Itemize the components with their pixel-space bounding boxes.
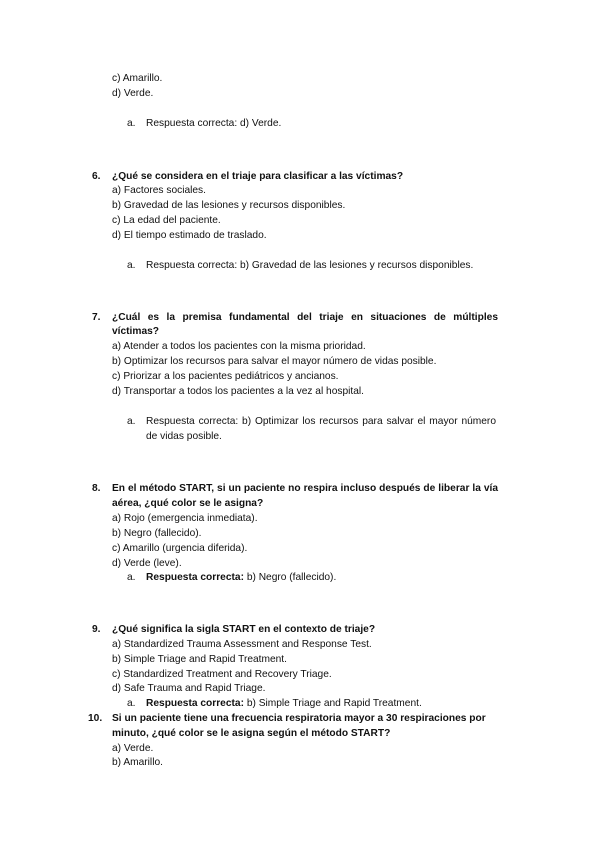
q6-option-c: c) La edad del paciente. <box>112 215 221 226</box>
q6-answer: Respuesta correcta: b) Gravedad de las lesiones y recursos disponibles. <box>146 260 474 271</box>
q10-number: 10. <box>88 713 103 724</box>
q7-number: 7. <box>92 312 101 323</box>
q9-answer <box>146 697 422 710</box>
q8-option-a: a) Rojo (emergencia inmediata). <box>112 513 258 524</box>
q6-question: ¿Qué se considera en el triaje para clasificar a las víctimas? <box>112 171 404 182</box>
q9-question: ¿Qué significa la sigla START en el contexto de triaje? <box>112 624 376 635</box>
q5-answer: Respuesta correcta: d) Verde. <box>146 118 282 129</box>
q9-option-b: b) Simple Triage and Rapid Treatment. <box>112 654 287 665</box>
q6-option-d: d) El tiempo estimado de traslado. <box>112 230 267 241</box>
q7-answer-line1: Respuesta correcta: b) Optimizar los recursos para salvar el mayor número <box>146 416 496 427</box>
q6-number: 6. <box>92 171 101 182</box>
q6-option-b: b) Gravedad de las lesiones y recursos disponibles. <box>112 200 346 211</box>
q9-answer-label: Respuesta correcta: <box>146 698 244 709</box>
q5-option-c: c) Amarillo. <box>112 73 163 84</box>
q10-option-b: b) Amarillo. <box>112 757 163 768</box>
q8-answer-value: b) Negro (fallecido). <box>246 572 337 583</box>
q8-question-line1: En el método START, si un paciente no respira incluso después de liberar la vía <box>112 483 498 494</box>
q8-answer-label: Respuesta correcta: <box>146 572 244 583</box>
q8-question-line2: aérea, ¿qué color se le asigna? <box>112 498 264 509</box>
q6-answer-marker: a. <box>127 260 136 271</box>
q7-answer-line2: de vidas posible. <box>146 431 222 442</box>
q8-answer-marker: a. <box>127 572 136 583</box>
q9-answer-value: b) Simple Triage and Rapid Treatment. <box>246 698 422 709</box>
q7-option-d: d) Transportar a todos los pacientes a la vez al hospital. <box>112 386 364 397</box>
q7-option-a: a) Atender a todos los pacientes con la misma prioridad. <box>112 341 366 352</box>
q9-answer-marker: a. <box>127 698 136 709</box>
q10-option-a: a) Verde. <box>112 743 154 754</box>
q7-option-c: c) Priorizar a los pacientes pediátricos y ancianos. <box>112 371 339 382</box>
q7-question-line1: ¿Cuál es la premisa fundamental del triaje en situaciones de múltiples <box>112 312 498 323</box>
q5-answer-marker: a. <box>127 118 136 129</box>
q7-option-b: b) Optimizar los recursos para salvar el mayor número de vidas posible. <box>112 356 437 367</box>
q8-number: 8. <box>92 483 101 494</box>
q8-answer <box>146 571 336 584</box>
q9-option-a: a) Standardized Trauma Assessment and Response Test. <box>112 639 372 650</box>
q8-option-d: d) Verde (leve). <box>112 558 182 569</box>
q8-option-b: b) Negro (fallecido). <box>112 528 202 539</box>
q10-question-line1: Si un paciente tiene una frecuencia respiratoria mayor a 30 respiraciones por <box>112 713 486 724</box>
q5-option-d: d) Verde. <box>112 88 154 99</box>
q9-option-c: c) Standardized Treatment and Recovery Triage. <box>112 669 332 680</box>
q9-option-d: d) Safe Trauma and Rapid Triage. <box>112 683 266 694</box>
q7-question-line2: víctimas? <box>112 326 159 337</box>
q7-answer-marker: a. <box>127 416 136 427</box>
q6-option-a: a) Factores sociales. <box>112 185 206 196</box>
q8-option-c: c) Amarillo (urgencia diferida). <box>112 543 248 554</box>
q9-number: 9. <box>92 624 101 635</box>
q10-question-line2: minuto, ¿qué color se le asigna según el método START? <box>112 728 391 739</box>
